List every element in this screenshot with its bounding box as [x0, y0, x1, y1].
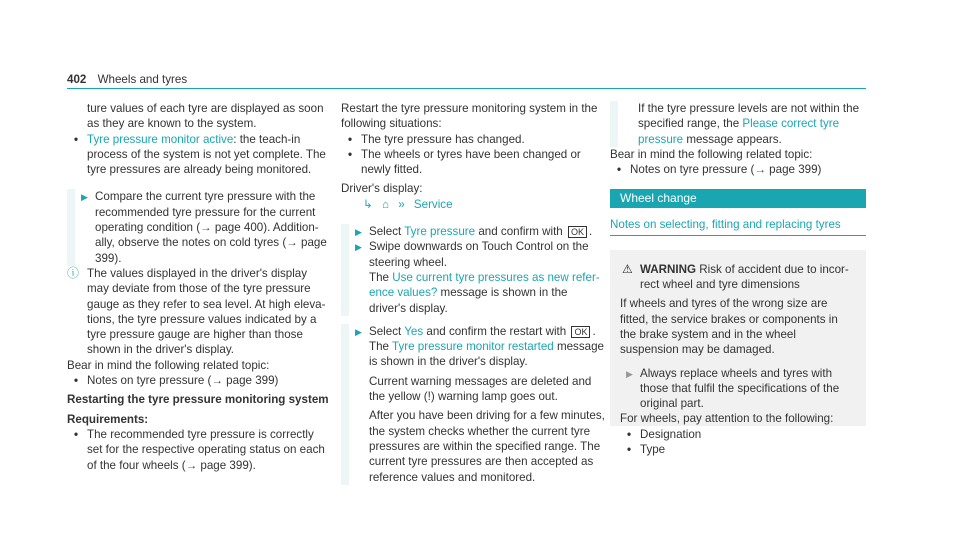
column-3 [610, 101, 866, 457]
requirements-label: Requirements: [67, 412, 149, 426]
path-arrow-icon: ↳ [363, 197, 373, 211]
info-text: The values displayed in the driver's display may deviate from those of the tyre pressure gauge as they refer to sea level. At high elevations, the tyre pressure values indicated by a tyre pressure gauge are higher than those shown in the driver's display. [87, 266, 326, 357]
list-item-text: : the teach-in process of the system is not yet complete. The tyre pressures are already being monitored. [87, 132, 326, 177]
page-number: 402 [67, 73, 87, 86]
warning-body: If wheels and tyres of the wrong size are fitted, the service brakes or components in the brake system and in the wheel suspension may be damaged. [620, 297, 838, 357]
list-item [620, 427, 856, 442]
display-message-link: Use current tyre pressures as new reference values? [369, 270, 600, 300]
section-title: Wheels and tyres [97, 73, 188, 86]
double-chevron-icon: » [398, 197, 405, 211]
warning-title: Risk of accident due to incorrect wheel and tyre dimensions [640, 262, 849, 292]
intro-text: Restart the tyre pressure monitoring system in the following situations: [341, 102, 598, 131]
action-text: If the tyre pressure levels are not within the specified range, the [638, 102, 860, 131]
action-triangle-icon: ▶ [626, 368, 633, 379]
list-item-text: The recommended tyre pressure is correctly set for the respective operating status on each of the four wheels (→ page 399). [87, 427, 325, 472]
page-header [67, 72, 187, 87]
for-wheels-label: For wheels, pay attention to the following: [620, 412, 834, 426]
action-text: warning lamp goes out. [437, 390, 558, 404]
list-item-text: The wheels or tyres have been changed or newly fitted. [361, 147, 581, 177]
bullet-icon: • [348, 132, 353, 146]
bullet-icon: • [627, 443, 632, 457]
section-banner: Wheel change [610, 189, 866, 208]
info-note [67, 266, 331, 358]
menu-item-link: Yes [404, 324, 424, 338]
info-icon: ⓘ [67, 265, 80, 280]
action-text: Always replace wheels and tyres with those that fulfil the specifications of the original part. [640, 366, 840, 411]
warning-box [610, 250, 866, 457]
column-1 [67, 101, 331, 473]
list-item [620, 442, 856, 457]
action-step-continued [610, 101, 866, 147]
list-item [67, 132, 331, 178]
action-text: and confirm with [475, 225, 566, 239]
subsection-heading: Notes on selecting, fitting and replacing tyres [610, 217, 866, 235]
list-item-text: Type [640, 443, 666, 457]
column-2 [341, 101, 605, 485]
action-text: Compare the current tyre pressure with the recommended tyre pressure for the current operating condition (→ page 400). Additionally, observe the notes on cold tyres (→ page 399). [95, 190, 327, 265]
action-text: After you have been driving for a few minutes, the system checks whether the current tyre pressures are within the specified range. The current tyre pressures are then accepted as reference values and monitored. [369, 409, 605, 484]
list-item-text: Designation [640, 427, 702, 441]
warning-triangle-icon: ⚠ [622, 261, 633, 276]
ok-key-icon: OK [571, 326, 590, 338]
list-item [67, 373, 331, 388]
action-text: The [369, 340, 392, 354]
action-text: message appears. [683, 132, 782, 146]
header-rule [67, 88, 866, 89]
list-item [610, 162, 866, 177]
bullet-icon: • [74, 427, 79, 441]
action-text: The [369, 270, 393, 284]
list-item-text: Notes on tyre pressure (→ page 399) [630, 163, 822, 177]
action-text: Swipe downwards on Touch Control on the steering wheel. [369, 240, 589, 269]
action-text: message is shown in the driver's display. [369, 286, 568, 315]
display-message-link: Tyre pressure monitor restarted [392, 340, 554, 354]
warning-header [620, 262, 856, 293]
related-topic-label: Bear in mind the following related topic: [610, 147, 813, 161]
action-step [620, 366, 856, 412]
related-topic-label: Bear in mind the following related topic: [67, 358, 270, 372]
bullet-icon: • [627, 427, 632, 441]
ok-key-icon: OK [568, 226, 587, 238]
action-triangle-icon: ▶ [355, 242, 362, 253]
bullet-icon: • [617, 163, 622, 177]
drivers-display-label: Driver's display: [341, 182, 423, 196]
list-item-text: The tyre pressure has changed. [361, 132, 525, 146]
action-text: and confirm the restart with [423, 324, 570, 338]
section-heading: Restarting the tyre pressure monitoring system [67, 393, 329, 407]
display-message-link: Please correct tyre pressure [638, 117, 840, 146]
menu-path-service: Service [413, 197, 453, 211]
tyre-warning-icon: (!) [420, 390, 438, 404]
home-icon: ⌂ [381, 197, 389, 211]
action-text: Select [369, 324, 405, 338]
list-item [67, 427, 331, 473]
bullet-icon: • [348, 147, 353, 161]
action-step: ▶ Select Yes and confirm the restart with OK . The Tyre pressure monitor restarted message is shown in the driver's display. Current warning messages are deleted and the yellow (!) warning lamp goes out. After you have been driving for a few minutes, the system checks whether the current tyre pressures are within the specified range. The current tyre pressures are then accepted as reference values and monitored. [341, 324, 605, 485]
action-text: message is shown in the driver's display. [369, 340, 604, 369]
action-triangle-icon: ▶ [81, 192, 88, 203]
action-triangle-icon: ▶ [355, 227, 362, 238]
list-item-text: Notes on tyre pressure (→ page 399) [87, 374, 279, 388]
menu-item-link: Tyre pressure [404, 225, 476, 239]
action-text: Current warning messages are deleted and the yellow [369, 374, 592, 404]
warning-label: WARNING [640, 262, 697, 276]
display-message-link: Tyre pressure monitor active [87, 132, 234, 146]
menu-path [341, 197, 605, 212]
bullet-icon: • [74, 132, 79, 146]
action-text: Select [369, 225, 405, 239]
list-item [341, 147, 605, 178]
action-step [67, 189, 331, 265]
action-triangle-icon: ▶ [355, 326, 362, 337]
list-item [341, 132, 605, 147]
action-step [341, 239, 605, 315]
bullet-icon: • [74, 374, 79, 388]
intro-text: ture values of each tyre are displayed as soon as they are known to the system. [87, 102, 324, 131]
action-step: ▶ Select Tyre pressure and confirm with OK . [341, 224, 605, 239]
